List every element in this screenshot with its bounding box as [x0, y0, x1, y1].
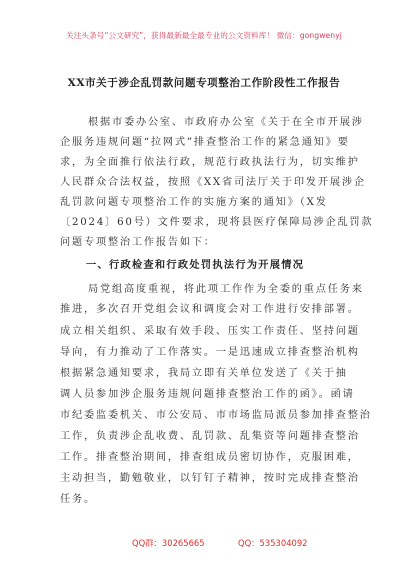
paragraph-line: 问题专项整治工作报告如下： [60, 237, 216, 248]
paragraph-line: 工作。排查整治期间，排查组成员密切协作，克服困难， [60, 452, 360, 463]
paragraph-line: 人民群众合法权益，按照《XX省司法厅关于印发开展涉企 [60, 177, 366, 188]
paragraph-line: 市纪委监委机关、市公安局、市市场监局派员参加排查整治 [60, 410, 372, 421]
qq-number: QQ：535304092 [238, 538, 308, 548]
paragraph-line: 推进，多次召开党组会议和调度会对工作进行安排部署。 [60, 304, 360, 315]
paragraph-line: 求，为全面推行依法行政，规范行政执法行为，切实维护 [60, 157, 360, 168]
paragraph-line: 任务。 [60, 494, 96, 505]
document-title: XX市关于涉企乱罚款问题专项整治工作阶段性工作报告 [67, 77, 341, 89]
paragraph-line: 调人员参加涉企服务违规问题排查整治工作的函》。函请 [60, 389, 355, 400]
paragraph-line: 根据市委办公室、市政府办公室《关于在全市开展涉 [88, 117, 364, 128]
paragraph-line: 工作，负责涉企乱收费、乱罚款、乱集资等问题排查整治 [60, 431, 360, 442]
paragraph-line: 主动担当，勤勉敬业，以钉钉子精神，按时完成排查整治 [60, 473, 360, 484]
promo-banner: 关注头条号“公文研究”，获得最新最全最专业的公文资料库！ 微信：gongwenyj [66, 31, 342, 40]
paragraph-line: 企服务违规问题“拉网式”排查整治工作的紧急通知》要 [60, 137, 350, 148]
paragraph-line: 〔2024〕60号）文件要求，现将县医疗保障局涉企乱罚款 [60, 217, 374, 228]
paragraph-line: 乱罚款问题专项整治工作的实施方案的通知》（X发 [60, 197, 328, 208]
paragraph-line: 根据紧急通知要求，我局立即有关单位发送了《关于抽 [60, 368, 348, 379]
section-heading: 一、行政检查和行政处罚执法行为开展情况 [86, 259, 305, 271]
paragraph-line: 成立相关组织、采取有效手段、压实工作责任、坚持问题 [60, 326, 360, 337]
paragraph-line: 局党组高度重视，将此项工作作为全委的重点任务来 [88, 284, 364, 295]
qq-group-number: QQ群：30265665 [132, 538, 205, 548]
paragraph-line: 导向，有力推动了工作落实。一是迅速成立排查整治机构 [60, 347, 360, 358]
